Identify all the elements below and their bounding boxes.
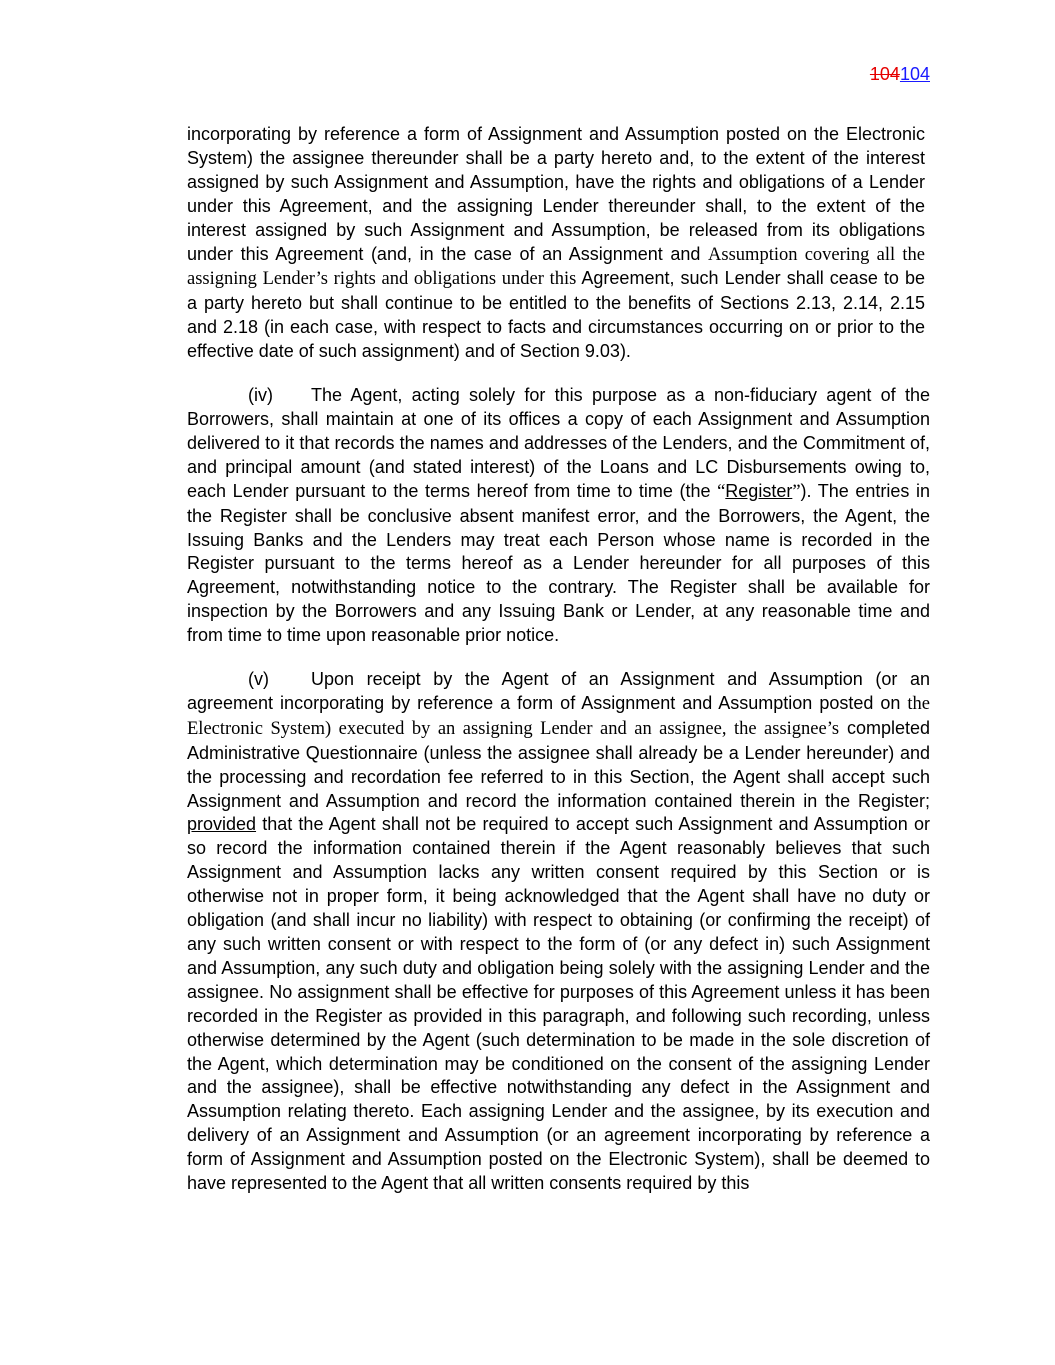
paragraph-text: Upon receipt by the Agent of an Assignment and Assumption (or an agreement incorporating by reference a form of Assignment and Assumption posted on [187, 669, 930, 713]
paragraph-text: incorporating by reference a form of Assignment and Assumption posted on the Electronic System) the assignee thereunder shall be a party hereto and, to the extent of the interest assigned by such Assignment and Assumption, have the rights and obligations of a Lender under this Agreement, and the assigning Lender thereunder shall, to the extent of the interest assigned by such Assignment and Assumption, be released from its obligations under this Agreement (and, in the case of an Assignment and [187, 124, 925, 264]
page-number-deleted: 104 [869, 64, 900, 84]
paragraph-text-serif: Assumption covering all the assigning Lender’s rights and obligations under this [187, 244, 926, 290]
paragraph-receipt [187, 668, 930, 1196]
paragraph-text: ). The entries in the Register shall be conclusive absent manifest error, and the Borrowers, the Agent, the Issuing Banks and the Lenders may treat each Person whose name is recorded in the Register pursuant to the terms hereof as a Lender hereunder for all purposes of this Agreement, notwithstanding notice to the contrary. The Register shall be available for inspection by the Borrowers and any Issuing Bank or Lender, at any reasonable time and from time to time upon reasonable prior notice. [187, 480, 930, 646]
quote-mark: “ [717, 481, 726, 502]
clause-number: (v) [248, 669, 269, 690]
defined-term-provided: provided [187, 814, 257, 835]
paragraph-text-serif: the Electronic System) executed by an assigning Lender and an assignee, the assignee’s [187, 693, 930, 739]
clause-number: (iv) [248, 385, 273, 406]
paragraph-text: that the Agent shall not be required to accept such Assignment and Assumption or so record the information contained therein if the Agent reasonably believes that such Assignment and Assumption lacks any written consent required by this Section or is otherwise not in proper form, it being acknowledged that the Agent shall have no duty or obligation (and shall incur no liability) with respect to obtaining (or confirming the receipt) of any such written consent or with respect to the form of (or any defect in) such Assignment and Assumption, any such duty and obligation being solely with the assigning Lender and the assignee. No assignment shall be effective for purposes of this Agreement unless it has been recorded in the Register as provided in this paragraph, and following such recording, unless otherwise determined by the Agent (such determination to be made in the sole discretion of the Agent, which determination may be conditioned on the consent of the assigning Lender and the assignee), shall be effective notwithstanding any defect in the Assignment and Assumption relating thereto. Each assigning Lender and the assignee, by its execution and delivery of an Assignment and Assumption (or an agreement incorporating by reference a form of Assignment and Assumption posted on the Electronic System), shall be deemed to have represented to the Agent that all written consents required by this [187, 814, 930, 1194]
paragraph-text: Agreement, such Lender shall cease to be a party hereto but shall continue to be entitled to the benefits of Sections 2.13, 2.14, 2.15 and 2.18 (in each case, with respect to facts and circumstances occurring on or prior to the effective date of such assignment) and of Section 9.03). [187, 268, 925, 362]
paragraph-register [187, 384, 930, 648]
page-number [870, 63, 930, 85]
defined-term-register: Register [725, 480, 793, 501]
quote-mark: ” [792, 481, 801, 502]
page-number-inserted: 104 [899, 64, 930, 84]
paragraph-assignment-effect [187, 123, 925, 364]
paragraph-text: completed Administrative Questionnaire (unless the assignee shall already be a Lender hereunder) and the processing and recordation fee referred to in this Section, the Agent shall accept such Assignment and Assumption and record the information contained therein in the Register; [187, 717, 930, 811]
paragraph-text: The Agent, acting solely for this purpose as a non-fiduciary agent of the Borrowers, shall maintain at one of its offices a copy of each Assignment and Assumption delivered to it that records the names and addresses of the Lenders, and the Commitment of, and principal amount (and stated interest) of the Loans and LC Disbursements owing to, each Lender pursuant to the terms hereof from time to time (the [187, 385, 930, 501]
document-body [187, 123, 930, 1216]
